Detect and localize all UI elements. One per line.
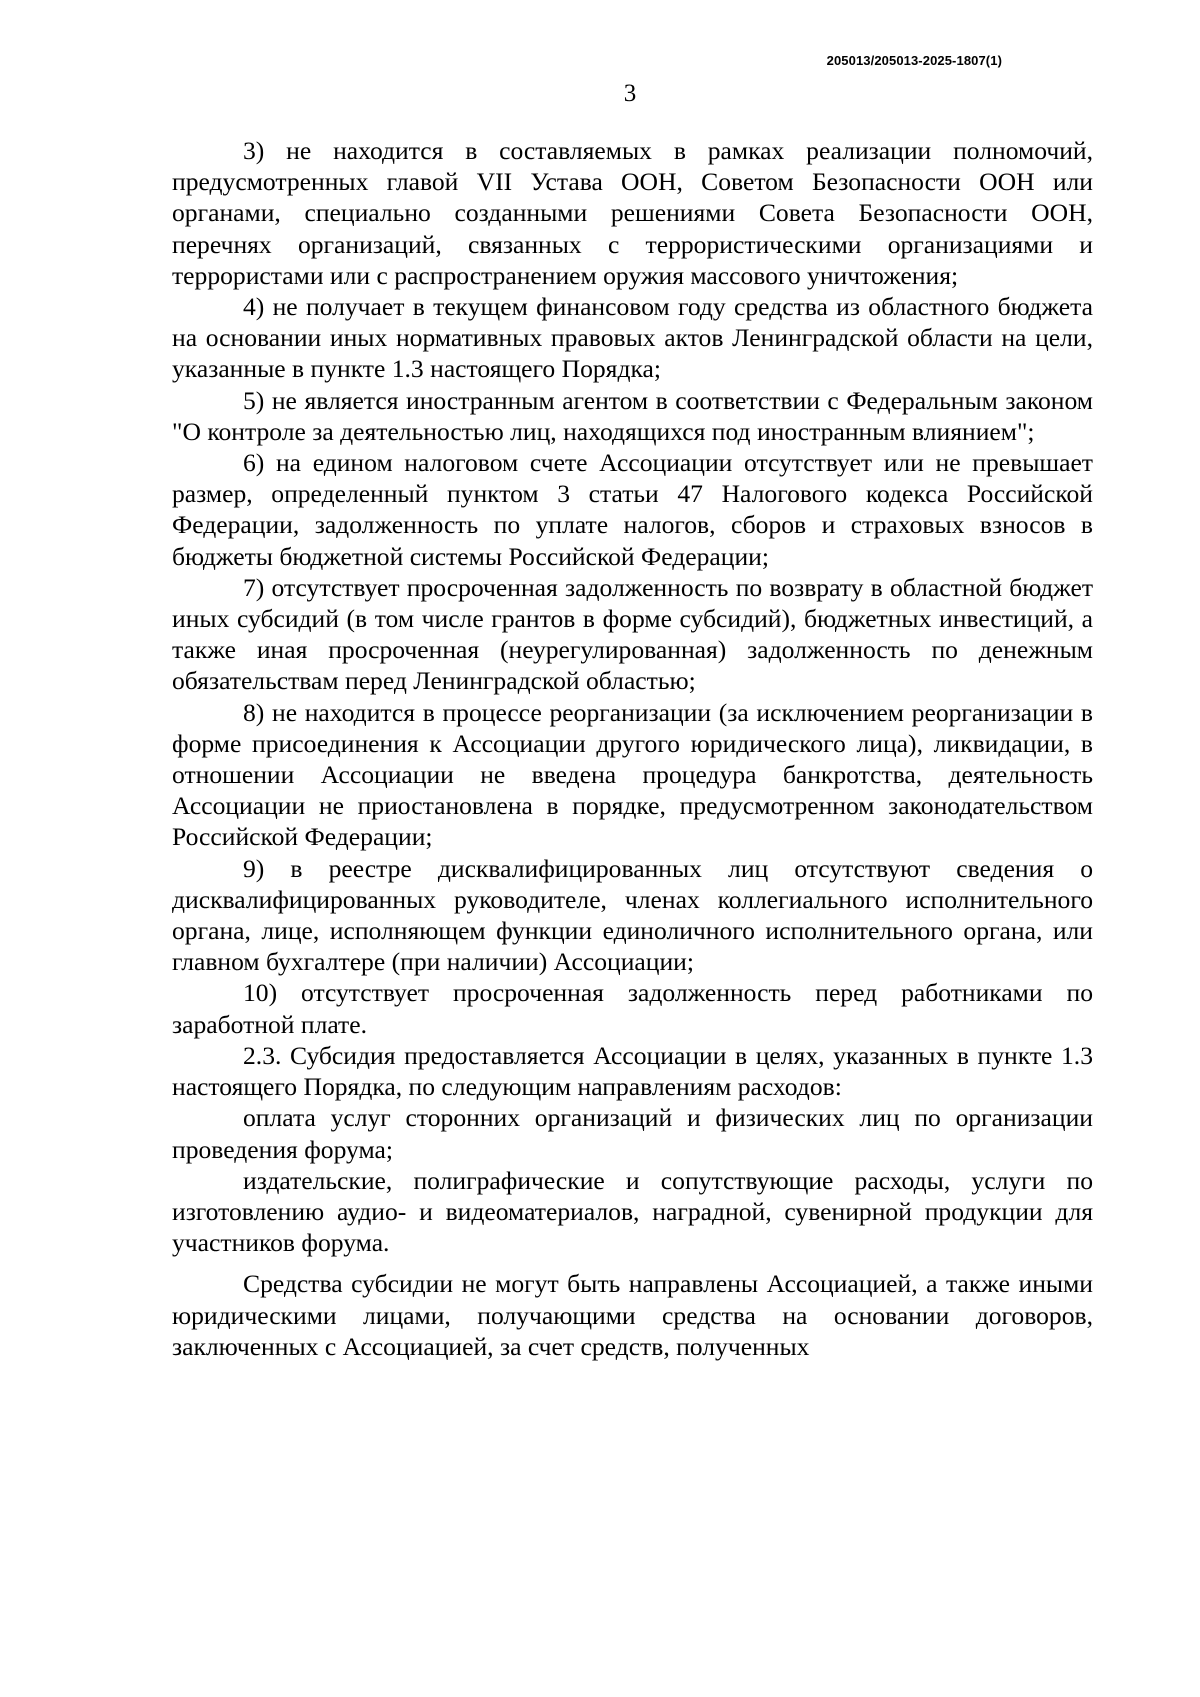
paragraph-expense-services: оплата услуг сторонних организаций и физических лиц по организации проведения форума;	[172, 1103, 1093, 1164]
page-number: 3	[623, 80, 637, 107]
paragraph-item-3: 3) не находится в составляемых в рамках реализации полномочий, предусмотренных главой VII Устава ООН, Советом Безопасности ООН или органами, специально созданными решениями Совета Безопасности ООН, перечнях организаций, связанных с террористическими организациями и террористами или с распространением оружия массового уничтожения;	[172, 136, 1093, 290]
paragraph-item-10: 10) отсутствует просроченная задолженность перед работниками по заработной плате.	[172, 978, 1093, 1039]
paragraph-item-8: 8) не находится в процессе реорганизации (за исключением реорганизации в форме присоединения к Ассоциации другого юридического лица), ликвидации, в отношении Ассоциации не введена процедура банкротства, деятельность Ассоциации не приостановлена в порядке, предусмотренном законодательством Российской Федерации;	[172, 697, 1093, 852]
paragraph-restrictions: Средства субсидии не могут быть направлены Ассоциацией, а также иными юридическими лицами, получающими средства на основании договоров, заключенных с Ассоциацией, за счет средств, полученных	[172, 1269, 1093, 1361]
document-body	[172, 135, 1093, 1362]
paragraph-item-7: 7) отсутствует просроченная задолженность по возврату в областной бюджет иных субсидий (в том числе грантов в форме субсидий), бюджетных инвестиций, а также иная просроченная (неурегулированная) задолженность по денежным обязательствам перед Ленинградской областью;	[172, 572, 1093, 696]
paragraph-item-6: 6) на едином налоговом счете Ассоциации отсутствует или не превышает размер, определенный пунктом 3 статьи 47 Налогового кодекса Российской Федерации, задолженность по уплате налогов, сборов и страховых взносов в бюджеты бюджетной системы Российской Федерации;	[172, 448, 1093, 571]
paragraph-section-2-3: 2.3. Субсидия предоставляется Ассоциации в целях, указанных в пункте 1.3 настоящего Порядка, по следующим направлениям расходов:	[172, 1040, 1093, 1102]
document-registration-number: 205013/205013-2025-1807(1)	[826, 53, 1002, 68]
paragraph-item-4: 4) не получает в текущем финансовом году средства из областного бюджета на основании иных нормативных правовых актов Ленинградской области на цели, указанные в пункте 1.3 настоящего Порядка;	[172, 292, 1093, 384]
paragraph-expense-publishing: издательские, полиграфические и сопутствующие расходы, услуги по изготовлению аудио- и видеоматериалов, наградной, сувенирной продукции для участников форума.	[172, 1165, 1093, 1258]
paragraph-item-5: 5) не является иностранным агентом в соответствии с Федеральным законом "О контроле за деятельностью лиц, находящихся под иностранным влиянием";	[172, 385, 1093, 446]
paragraph-item-9: 9) в реестре дисквалифицированных лиц отсутствуют сведения о дисквалифицированных руководителе, членах коллегиального исполнительного органа, лице, исполняющем функции единоличного исполнительного органа, или главном бухгалтере (при наличии) Ассоциации;	[172, 853, 1093, 977]
